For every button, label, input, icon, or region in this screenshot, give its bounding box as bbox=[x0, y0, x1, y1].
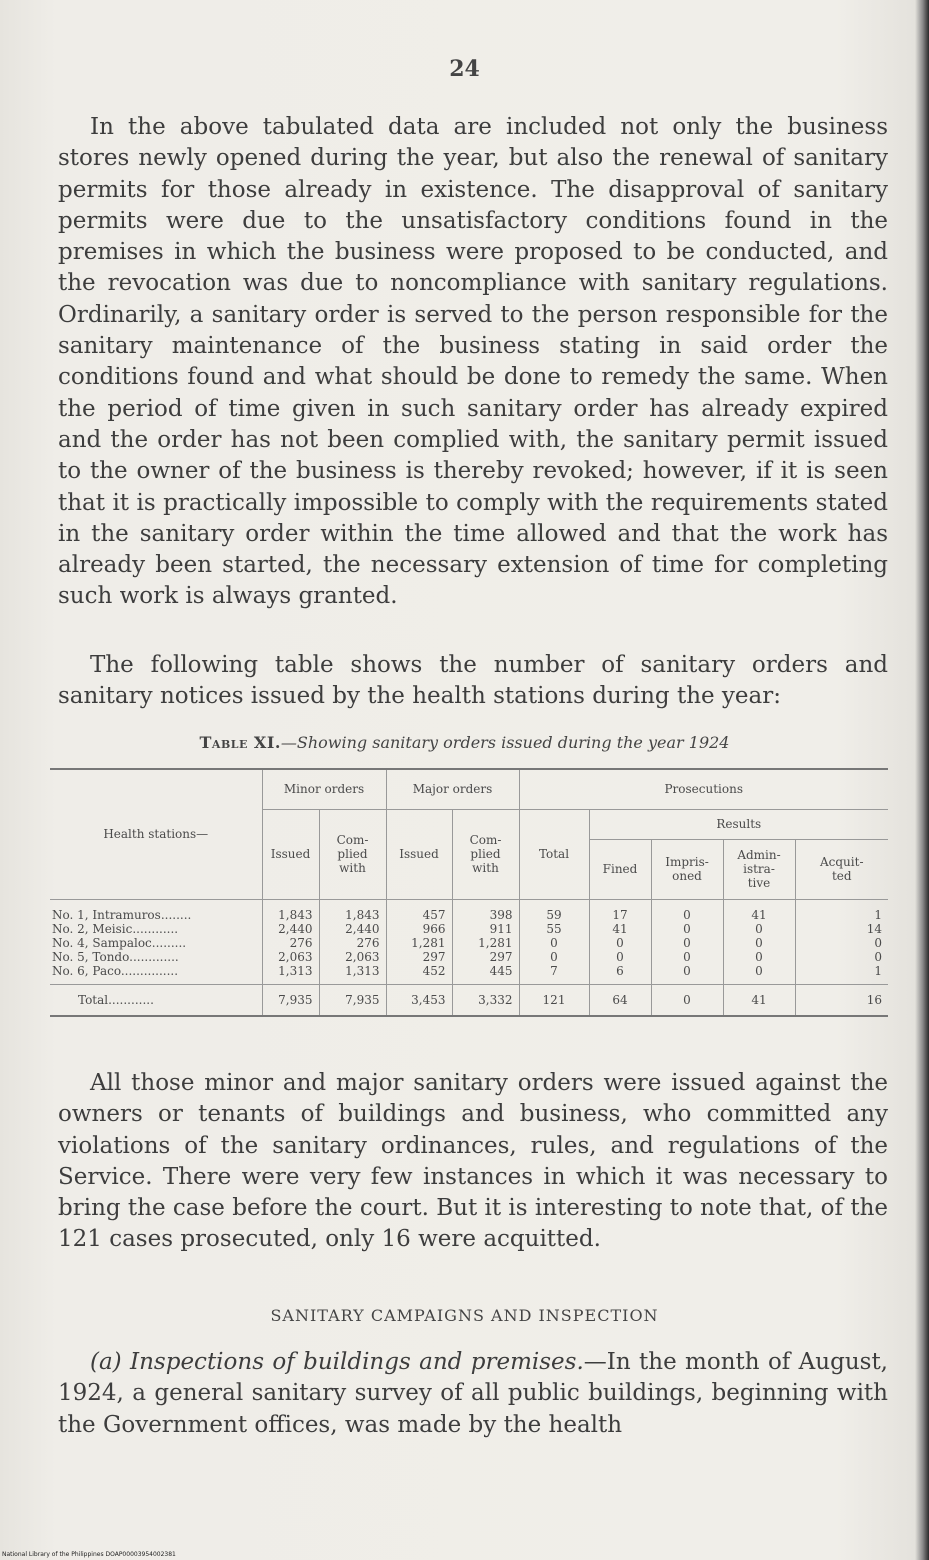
row-minor-complied: 276 bbox=[319, 936, 386, 950]
total-fined: 64 bbox=[589, 984, 651, 1016]
table-row bbox=[50, 899, 888, 922]
table-total-row bbox=[50, 984, 888, 1016]
row-minor-complied: 1,313 bbox=[319, 964, 386, 985]
paragraph-inspections bbox=[58, 1347, 888, 1441]
row-minor-complied: 2,063 bbox=[319, 950, 386, 964]
header-minor-complied: Com- plied with bbox=[319, 809, 386, 899]
row-imprisoned: 0 bbox=[651, 950, 723, 964]
table-row bbox=[50, 950, 888, 964]
header-imprisoned: Impris- oned bbox=[651, 839, 723, 899]
header-major-issued: Issued bbox=[386, 809, 452, 899]
row-administrative: 0 bbox=[723, 950, 795, 964]
section-heading: SANITARY CAMPAIGNS AND INSPECTION bbox=[270, 1306, 659, 1325]
header-minor-orders: Minor orders bbox=[262, 769, 386, 809]
header-major-orders: Major orders bbox=[386, 769, 519, 809]
page-number: 24 bbox=[449, 56, 480, 82]
row-imprisoned: 0 bbox=[651, 922, 723, 936]
row-total: 55 bbox=[519, 922, 589, 936]
header-administrative: Admin- istra- tive bbox=[723, 839, 795, 899]
row-minor-issued: 2,440 bbox=[262, 922, 319, 936]
row-major-issued: 457 bbox=[386, 899, 452, 922]
row-major-issued: 452 bbox=[386, 964, 452, 985]
row-major-complied: 1,281 bbox=[452, 936, 519, 950]
row-minor-complied: 1,843 bbox=[319, 899, 386, 922]
header-acquitted: Acquit- ted bbox=[795, 839, 888, 899]
row-station: No. 1, Intramuros........ bbox=[52, 907, 192, 922]
total-administrative: 41 bbox=[723, 984, 795, 1016]
row-total: 7 bbox=[519, 964, 589, 985]
row-fined: 41 bbox=[589, 922, 651, 936]
total-major-issued: 3,453 bbox=[386, 984, 452, 1016]
header-health-stations: Health stations— bbox=[50, 769, 262, 899]
paragraph-table-intro: The following table shows the number of sanitary orders and sanitary notices issued by the health stations during the year: bbox=[58, 652, 888, 710]
header-results: Results bbox=[589, 809, 888, 839]
total-label: Total............ bbox=[50, 984, 262, 1016]
table-row bbox=[50, 964, 888, 985]
row-major-issued: 297 bbox=[386, 950, 452, 964]
paragraph-permits: In the above tabulated data are included not only the business stores newly opened during the year, but also the renewal of sanitary permits for those already in existence. The disapproval of sanitary permits were due to the unsatisfactory conditions found in the premises in which the business were proposed to be conducted, and the revocation was due to noncompliance with sanitary regulations. Ordinarily, a sanitary order is served to the person responsible for the sanitary maintenance of the business stating in said order the conditions found and what should be done to remedy the same. When the period of time given in such sanitary order has already expired and the order has not been complied with, the sanitary permit issued to the owner of the business is thereby revoked; however, if it is seen that it is practically impossible to comply with the requirements stated in the sanitary order within the time allowed and that the work has already been started, the necessary extension of time for completing such work is always granted. bbox=[58, 114, 888, 610]
row-minor-issued: 1,843 bbox=[262, 899, 319, 922]
row-administrative: 0 bbox=[723, 964, 795, 985]
row-major-complied: 297 bbox=[452, 950, 519, 964]
footer-note: National Library of the Philippines DOAP00003954002381 bbox=[2, 1551, 176, 1558]
row-major-issued: 966 bbox=[386, 922, 452, 936]
table-row bbox=[50, 936, 888, 950]
page-edge-shadow bbox=[915, 0, 929, 1560]
header-fined: Fined bbox=[589, 839, 651, 899]
header-major-complied: Com- plied with bbox=[452, 809, 519, 899]
row-fined: 0 bbox=[589, 950, 651, 964]
row-major-issued: 1,281 bbox=[386, 936, 452, 950]
table-caption bbox=[0, 733, 929, 752]
row-total: 0 bbox=[519, 950, 589, 964]
row-major-complied: 911 bbox=[452, 922, 519, 936]
total-imprisoned: 0 bbox=[651, 984, 723, 1016]
sanitary-orders-table bbox=[50, 768, 888, 1017]
row-acquitted: 14 bbox=[795, 922, 888, 936]
row-station: No. 4, Sampaloc......... bbox=[52, 935, 187, 950]
row-station: No. 2, Meisic............ bbox=[52, 921, 179, 936]
row-administrative: 0 bbox=[723, 936, 795, 950]
header-prosecutions: Prosecutions bbox=[519, 769, 888, 809]
row-imprisoned: 0 bbox=[651, 899, 723, 922]
row-total: 0 bbox=[519, 936, 589, 950]
row-acquitted: 1 bbox=[795, 899, 888, 922]
row-minor-issued: 1,313 bbox=[262, 964, 319, 985]
total-major-complied: 3,332 bbox=[452, 984, 519, 1016]
total-minor-issued: 7,935 bbox=[262, 984, 319, 1016]
table-row bbox=[50, 922, 888, 936]
row-fined: 0 bbox=[589, 936, 651, 950]
row-fined: 17 bbox=[589, 899, 651, 922]
row-acquitted: 1 bbox=[795, 964, 888, 985]
row-acquitted: 0 bbox=[795, 950, 888, 964]
table-caption-label: Table XI. bbox=[199, 733, 281, 752]
header-minor-issued: Issued bbox=[262, 809, 319, 899]
paragraph-orders-summary: All those minor and major sanitary orders were issued against the owners or tenants of buildings and business, who committed any violations of the sanitary ordinances, rules, and regulations of the Service. There were very few instances in which it was necessary to bring the case before the court. But it is interesting to note that, of the 121 cases prosecuted, only 16 were acquitted. bbox=[58, 1070, 888, 1253]
inspections-text: —In the month of August, 1924, a general sanitary survey of all public buildings, beginning with the Government offices, was made by the health bbox=[58, 1349, 888, 1438]
row-administrative: 0 bbox=[723, 922, 795, 936]
row-minor-issued: 276 bbox=[262, 936, 319, 950]
total-prosecutions: 121 bbox=[519, 984, 589, 1016]
row-total: 59 bbox=[519, 899, 589, 922]
row-major-complied: 398 bbox=[452, 899, 519, 922]
total-minor-complied: 7,935 bbox=[319, 984, 386, 1016]
row-station: No. 6, Paco............... bbox=[52, 963, 179, 978]
row-imprisoned: 0 bbox=[651, 936, 723, 950]
header-prosecutions-total: Total bbox=[519, 809, 589, 899]
row-fined: 6 bbox=[589, 964, 651, 985]
row-imprisoned: 0 bbox=[651, 964, 723, 985]
table-caption-text: —Showing sanitary orders issued during the year 1924 bbox=[280, 733, 730, 752]
row-acquitted: 0 bbox=[795, 936, 888, 950]
total-acquitted: 16 bbox=[795, 984, 888, 1016]
row-station: No. 5, Tondo............. bbox=[52, 949, 179, 964]
inspections-lead: (a) Inspections of buildings and premises. bbox=[90, 1349, 584, 1375]
row-minor-issued: 2,063 bbox=[262, 950, 319, 964]
row-administrative: 41 bbox=[723, 899, 795, 922]
row-minor-complied: 2,440 bbox=[319, 922, 386, 936]
row-major-complied: 445 bbox=[452, 964, 519, 985]
